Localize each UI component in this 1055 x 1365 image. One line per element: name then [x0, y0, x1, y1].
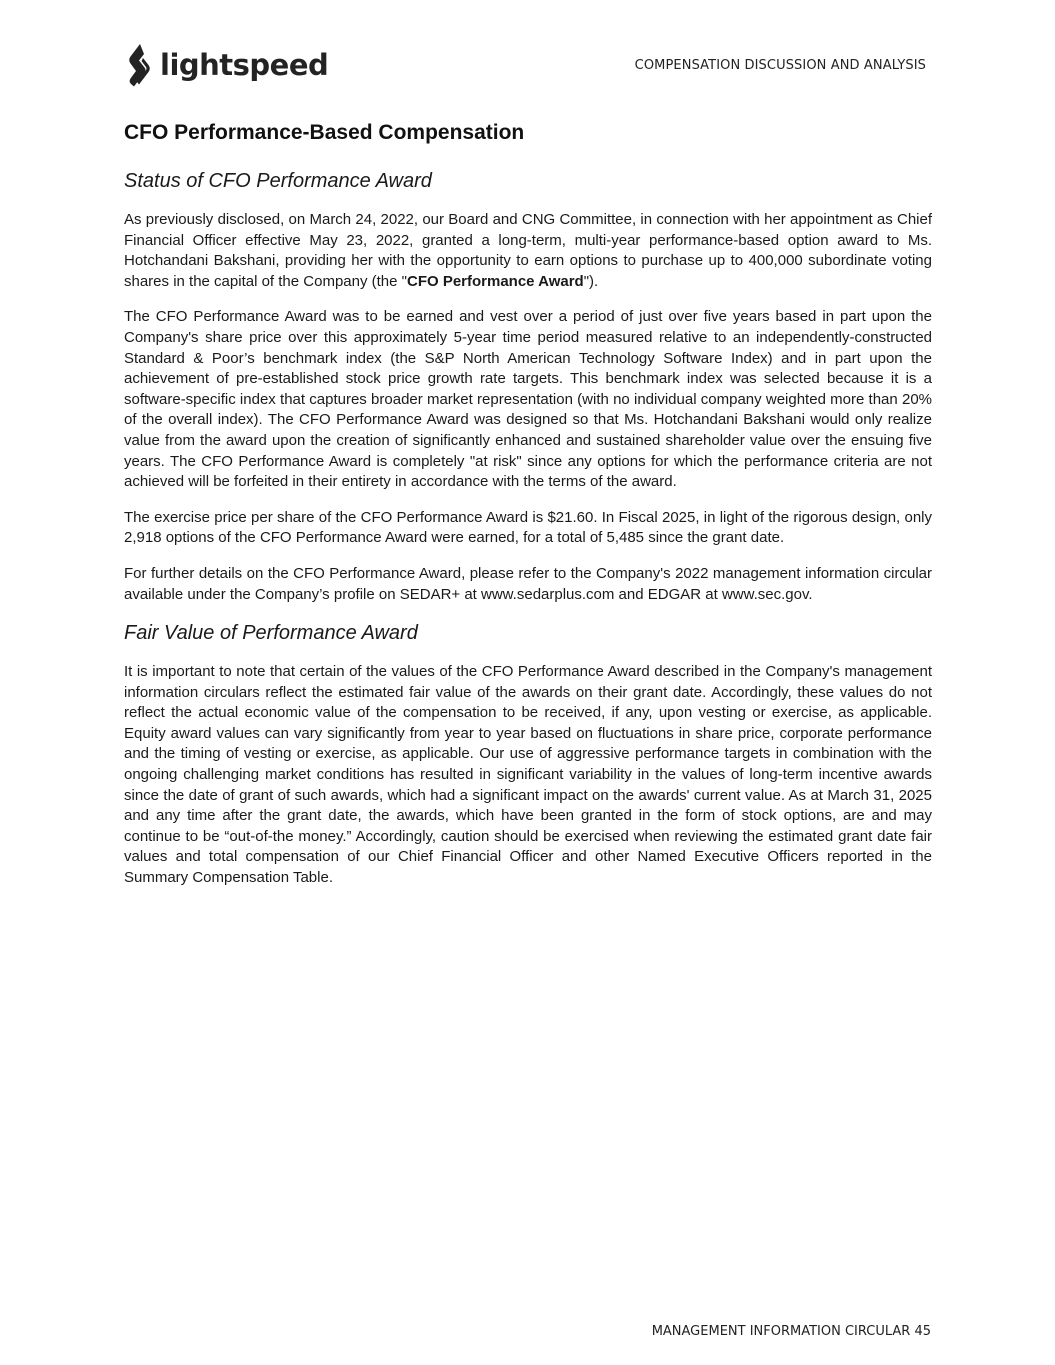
document-body	[124, 118, 932, 904]
paragraph-1-text: As previously disclosed, on March 24, 2022, our Board and CNG Committee, in connection with her appointment as Chief Financial Officer effective May 23, 2022, granted a long-term, multi-year performance-based option award to Ms. Hotchandani Bakshani, providing her with the opportunity to earn options to purchase up to 400,000 subordinate voting shares in the capital of the Company (the "	[124, 211, 932, 290]
subheading-status: Status of CFO Performance Award	[124, 170, 432, 192]
subheading-fair-value: Fair Value of Performance Award	[124, 622, 418, 645]
section-label: COMPENSATION DISCUSSION AND ANALYSIS	[634, 58, 926, 73]
logo-wordmark: lightspeed	[160, 47, 329, 82]
paragraph-5: It is important to note that certain of the values of the CFO Performance Award described in the Company's management information circulars reflect the estimated fair value of the awards on their grant date. Accordingly, these values do not reflect the actual economic value of the compensation to be received, if any, upon vesting or exercise, as applicable. Equity award values can vary significantly from year to year based on fluctuations in share price, corporate performance and the timing of vesting or exercise, as applicable. Our use of aggressive performance targets in combination with the ongoing challenging market conditions has resulted in significant variability in the values of long-term incentive awards since the date of grant of such awards, which had a significant impact on the awards' current value. As at March 31, 2025 and any time after the grant date, the awards, which have been granted in the form of stock options, are and may continue to be “out-of-the money.” Accordingly, caution should be exercised when reviewing the estimated grant date fair values and total compensation of our Chief Financial Officer and other Named Executive Officers reported in the Summary Compensation Table.	[124, 663, 932, 887]
paragraph-4: For further details on the CFO Performance Award, please refer to the Company's 2022 management information circular available under the Company’s profile on SEDAR+ at www.sedarplus.com and EDGAR at www.sec.gov.	[124, 564, 932, 603]
paragraph-3: The exercise price per share of the CFO Performance Award is $21.60. In Fiscal 2025, in light of the rigorous design, only 2,918 options of the CFO Performance Award were earned, for a total of 5,485 since the grant date.	[124, 508, 932, 547]
paragraph-1-end: ").	[583, 272, 599, 290]
paragraph-1	[124, 210, 932, 292]
page-footer: MANAGEMENT INFORMATION CIRCULAR 45	[651, 1324, 931, 1339]
page-header	[126, 42, 932, 90]
lightspeed-logo	[126, 42, 328, 88]
flame-logo-icon	[126, 43, 154, 87]
defined-term-bold: CFO Performance Award	[406, 272, 584, 290]
page-title: CFO Performance-Based Compensation	[124, 121, 525, 144]
paragraph-2: The CFO Performance Award was to be earned and vest over a period of just over five years based in part upon the Company's share price over this approximately 5-year time period measured relative to an independently-constructed Standard & Poor’s benchmark index (the S&P North American Technology Software Index) and in part upon the achievement of pre-established stock price growth rate targets. This benchmark index was selected because it is a software-specific index that captures broader market representation (with no individual company weighted more than 20% of the overall index). The CFO Performance Award was designed so that Ms. Hotchandani Bakshani would only realize value from the award upon the creation of significantly enhanced and sustained shareholder value over the ensuing five years. The CFO Performance Award is completely "at risk" since any options for which the performance criteria are not achieved will be forfeited in their entirety in accordance with the terms of the award.	[124, 308, 932, 491]
